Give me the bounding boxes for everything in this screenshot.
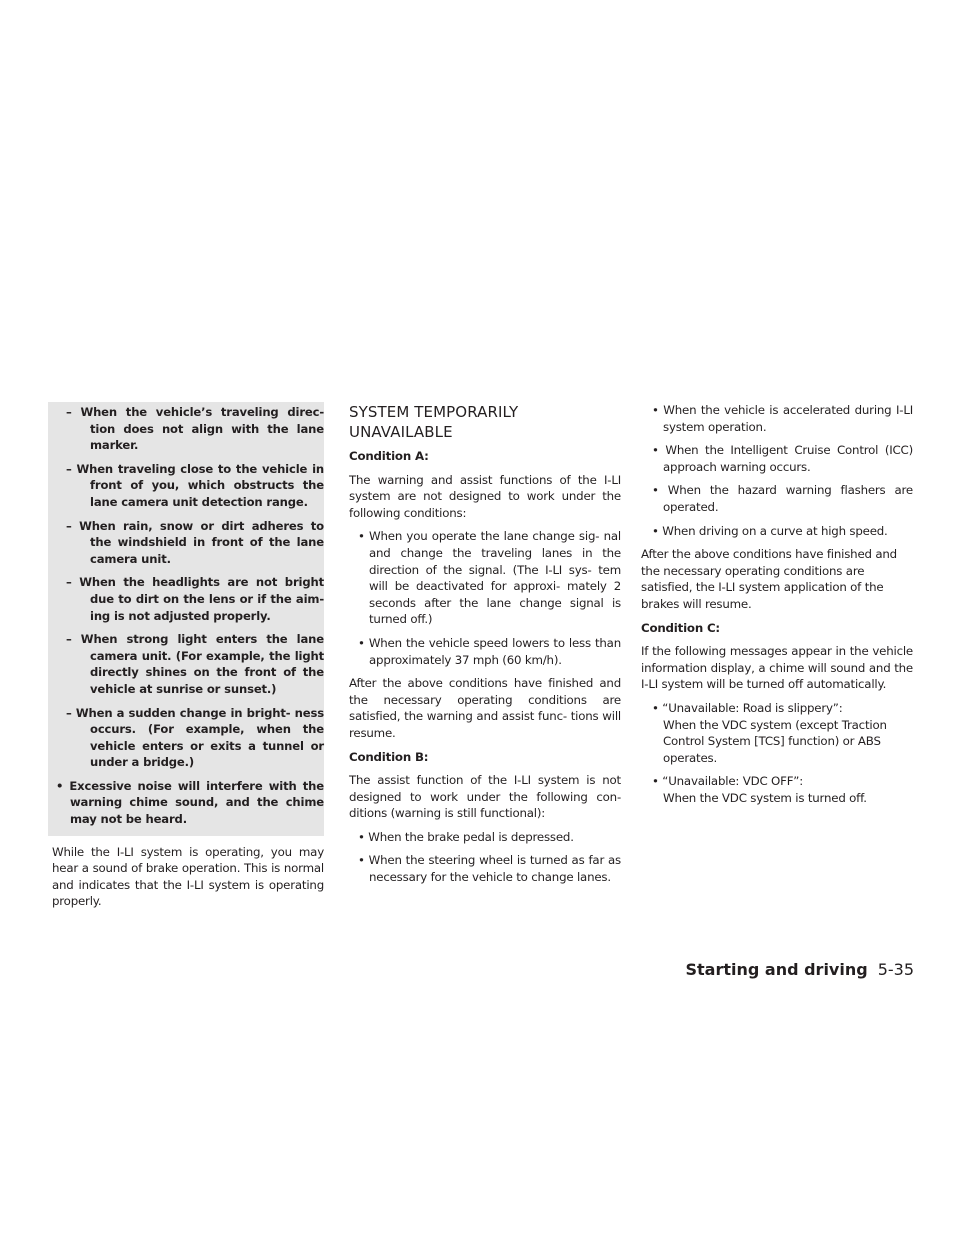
condition-b-bullet: • When the steering wheel is turned as far as necessary for the vehicle to change lanes.: [358, 853, 621, 885]
dash-item: – When the headlights are not bright due to dirt on the lens or if the aim- ing is not adjusted properly.: [66, 575, 324, 623]
column-3: [641, 402, 913, 813]
message-title: • “Unavailable: Road is slippery”:: [652, 700, 843, 715]
dash-item: – When strong light enters the lane camera unit. (For example, the light directly shines on the front of the vehicle at sunrise or sunset.): [66, 632, 324, 696]
dash-item: – When the vehicle’s traveling direc- tion does not align with the lane marker.: [66, 405, 324, 453]
warning-bullet: • Excessive noise will interfere with the warning chime sound, and the chime may not be heard.: [56, 778, 324, 827]
condition-c-intro: If the following messages appear in the vehicle information display, a chime will sound and the I-LI system will be turned off automatically.: [641, 644, 913, 692]
condition-b-bullet: • When the hazard warning flashers are operated.: [652, 483, 913, 514]
condition-a-label: Condition A:: [349, 449, 429, 463]
section-heading: [349, 402, 621, 442]
condition-a-after: After the above conditions have finished and the necessary operating conditions are satisfied, the warning and assist func- tions will resume.: [349, 676, 621, 740]
page-number: 5-35: [877, 960, 914, 979]
message-description: When the VDC system is turned off.: [663, 790, 867, 805]
condition-b-bullet: • When driving on a curve at high speed.: [652, 523, 888, 538]
heading-line-1: SYSTEM TEMPORARILY: [349, 403, 519, 421]
message-title: • “Unavailable: VDC OFF”:: [652, 774, 803, 789]
operation-paragraph: While the I-LI system is operating, you may hear a sound of brake operation. This is normal and indicates that the I-LI system is operating properly.: [52, 844, 324, 909]
warning-box: [48, 402, 324, 836]
dash-item: – When traveling close to the vehicle in front of you, which obstructs the lane camera unit detection range.: [66, 461, 324, 509]
condition-b-bullet: • When the brake pedal is depressed.: [358, 829, 574, 844]
condition-a-bullet: • When you operate the lane change sig- nal and change the traveling lanes in the direction of the signal. (The I-LI sys- tem will be deactivated for approxi- mately 2 seconds after the lane change signal is turned off.): [358, 529, 621, 627]
dash-item: – When a sudden change in bright- ness occurs. (For example, when the vehicle enters or exits a tunnel or under a bridge.): [66, 705, 324, 770]
condition-b-bullet: • When the vehicle is accelerated during I-LI system operation.: [652, 403, 913, 434]
message-description: When the VDC system (except Traction Control System [TCS] function) or ABS operates.: [663, 717, 887, 765]
column-2: [349, 402, 621, 893]
dash-item: – When rain, snow or dirt adheres to the windshield in front of the lane camera unit.: [66, 518, 324, 566]
column-1: [52, 402, 324, 917]
heading-line-2: UNAVAILABLE: [349, 423, 453, 441]
page-footer: [685, 960, 914, 979]
condition-b-label: Condition B:: [349, 749, 429, 764]
condition-a-intro: The warning and assist functions of the I-LI system are not designed to work under the following conditions:: [349, 472, 621, 520]
condition-b-after: After the above conditions have finished and the necessary operating conditions are satisfied, the I-LI system application of the brakes will resume.: [641, 547, 897, 611]
condition-b-bullet: • When the Intelligent Cruise Control (ICC) approach warning occurs.: [652, 443, 913, 474]
condition-b-intro: The assist function of the I-LI system is not designed to work under the following con- ditions (warning is still functional):: [349, 773, 621, 821]
section-title: Starting and driving: [685, 960, 868, 979]
condition-c-label: Condition C:: [641, 620, 720, 635]
condition-a-bullet: • When the vehicle speed lowers to less than approximately 37 mph (60 km/h).: [358, 635, 621, 667]
